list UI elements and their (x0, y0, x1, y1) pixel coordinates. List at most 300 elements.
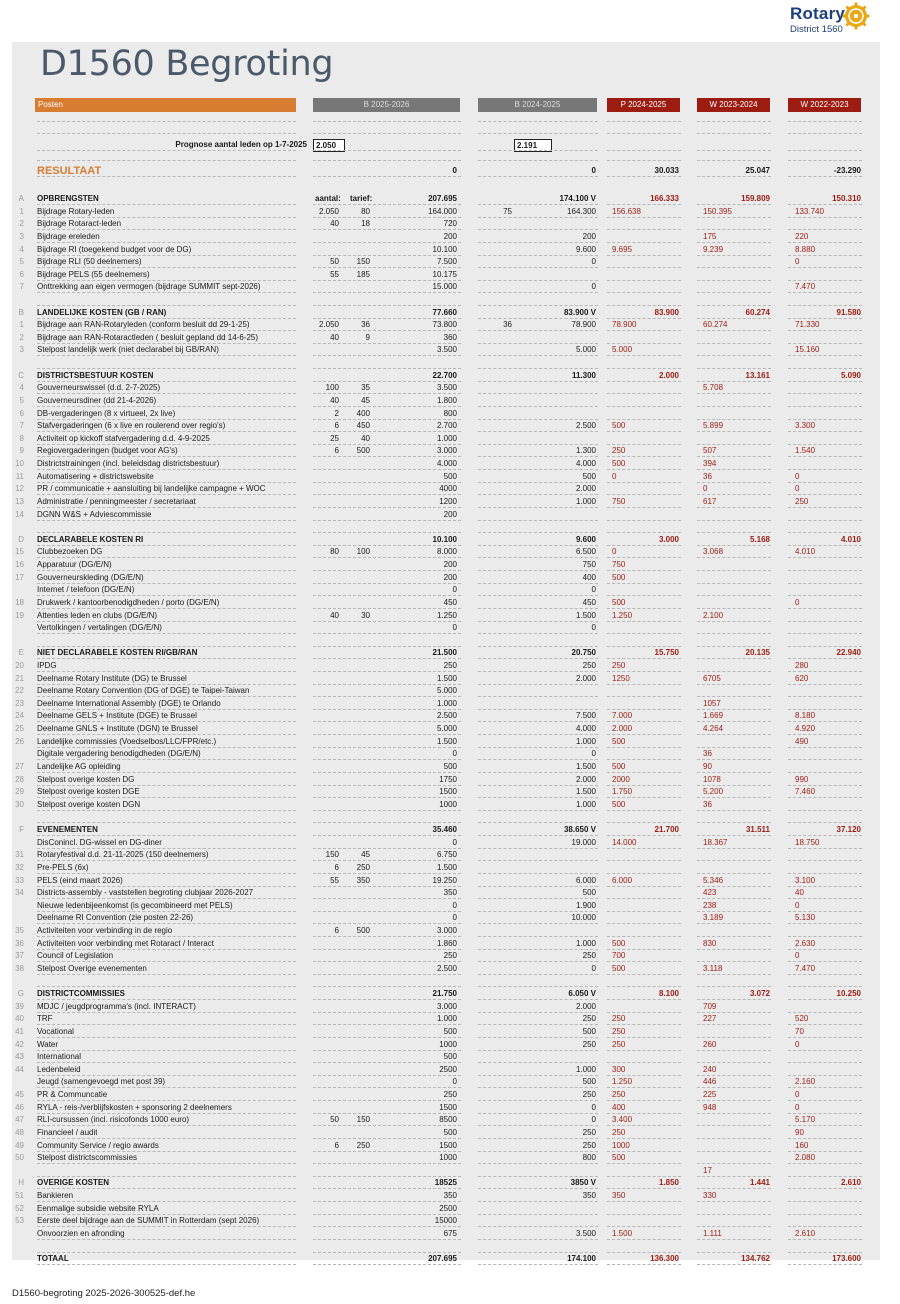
row-divider (607, 621, 681, 622)
cell-w2223: 7.470 (795, 963, 816, 973)
cell-p2425: 250 (612, 1039, 626, 1049)
row-divider (788, 242, 862, 243)
cell-aantal: 80 (330, 547, 339, 557)
row-divider (788, 1138, 862, 1139)
row-divider (788, 772, 862, 773)
row-divider (313, 1113, 461, 1114)
cell-b2526: 8500 (439, 1115, 457, 1125)
cell-b2526: 3.000 (436, 1001, 457, 1011)
cell-p2425: 1000 (612, 1140, 630, 1150)
row-divider (697, 229, 771, 230)
row-divider (607, 709, 681, 710)
cell-label: OPBRENGSTEN (37, 194, 99, 203)
row-divider (788, 1163, 862, 1164)
cell-num: 32 (15, 862, 24, 872)
row-divider (788, 419, 862, 420)
row-divider (478, 759, 598, 760)
resultaat-b2425: 0 (591, 166, 596, 175)
cell-label: Apparatuur (DG/E/N) (37, 560, 112, 569)
row-divider (607, 1176, 681, 1177)
cell-w2223: 2.630 (795, 938, 816, 948)
cell-p2425: 500 (612, 799, 626, 809)
row-divider (607, 1062, 681, 1063)
cell-label: Stelpost districtscommissies (37, 1153, 138, 1163)
row-divider (37, 822, 296, 823)
row-divider (478, 292, 598, 293)
cell-aantal: 2.050 (318, 320, 339, 330)
cell-w2324: 238 (703, 900, 717, 910)
row-divider (313, 810, 461, 811)
cell-w2223: 0 (795, 1039, 800, 1049)
row-divider (607, 1087, 681, 1088)
cell-p2425: 500 (612, 963, 626, 973)
row-divider (697, 621, 771, 622)
row-divider (607, 280, 681, 281)
row-divider (478, 583, 598, 584)
cell-p2425: 500 (612, 459, 626, 468)
cell-label: Drukwerk / kantoorbenodigdheden / porto (DG/E/N) (37, 597, 220, 607)
row-divider (313, 160, 461, 161)
cell-w2223: 91.580 (836, 307, 861, 317)
row-divider (313, 242, 461, 243)
row-divider (478, 570, 598, 571)
cell-b2526: 0 (452, 749, 457, 759)
cell-w2324: 20.135 (745, 648, 770, 658)
row-divider (313, 747, 461, 748)
cell-num: 18 (15, 597, 24, 607)
row-divider (37, 229, 296, 230)
cell-b2526: 360 (443, 332, 457, 342)
row-divider (478, 1151, 598, 1152)
row-divider (788, 785, 862, 786)
row-divider (607, 595, 681, 596)
row-divider (607, 343, 681, 344)
row-divider (607, 419, 681, 420)
row-divider (788, 936, 862, 937)
row-divider (607, 974, 681, 975)
row-divider (788, 721, 862, 722)
cell-b2425: 250 (582, 1014, 596, 1024)
cell-label: Jeugd (samengevoegd met post 39) (37, 1077, 166, 1087)
row-divider (788, 381, 862, 382)
row-divider (478, 1012, 598, 1013)
row-divider (478, 318, 598, 319)
row-divider (788, 280, 862, 281)
cell-b2526: 250 (443, 951, 457, 961)
cell-b2526: 1500 (439, 1140, 457, 1150)
cell-num: F (19, 825, 24, 834)
cell-pa: 36 (503, 320, 512, 330)
row-divider (697, 507, 771, 508)
row-divider (313, 507, 461, 508)
row-divider (478, 1239, 598, 1240)
cell-num: 17 (15, 572, 24, 582)
row-divider (697, 734, 771, 735)
cell-b2425: 750 (582, 560, 596, 569)
row-divider (788, 961, 862, 962)
cell-num: 46 (15, 1102, 24, 1112)
cell-b2526: 350 (443, 1191, 457, 1200)
cell-label: IPDG (37, 660, 57, 670)
row-divider (478, 255, 598, 256)
cell-aantal: aantal: (315, 194, 341, 203)
cell-b2526: 2500 (439, 1064, 457, 1074)
cell-p2425: 300 (612, 1064, 626, 1074)
row-divider (607, 1138, 681, 1139)
cell-b2526: 800 (443, 408, 457, 418)
row-divider (697, 1050, 771, 1051)
cell-p2425: 500 (612, 572, 626, 582)
row-divider (788, 1087, 862, 1088)
cell-p2425: 500 (612, 761, 626, 771)
row-divider (788, 292, 862, 293)
cell-b2526: 207.695 (428, 194, 457, 203)
row-divider (37, 532, 296, 533)
cell-p2425: 83.900 (654, 307, 679, 317)
cell-p2425: 78.900 (612, 320, 637, 330)
row-divider (37, 255, 296, 256)
cell-label: PELS (eind maart 2026) (37, 875, 123, 885)
row-divider (607, 1012, 681, 1013)
row-divider (607, 229, 681, 230)
row-divider (788, 759, 862, 760)
row-divider (607, 469, 681, 470)
cell-aantal: 55 (330, 875, 339, 885)
row-divider (478, 444, 598, 445)
cell-num: A (18, 194, 24, 203)
header-b2526: B 2025-2026 (313, 98, 460, 112)
cell-label: Eerste deel bijdrage aan de SUMMIT in Rotterdam (sept 2026) (37, 1216, 260, 1226)
row-divider (313, 1138, 461, 1139)
row-divider (478, 507, 598, 508)
cell-num: 19 (15, 610, 24, 620)
row-divider (37, 583, 296, 584)
row-divider (37, 608, 296, 609)
cell-w2223: 620 (795, 673, 809, 683)
row-divider (313, 936, 461, 937)
cell-num: 38 (15, 963, 24, 973)
row-divider (478, 797, 598, 798)
cell-num: 31 (15, 850, 24, 860)
row-divider (37, 406, 296, 407)
cell-w2324: 709 (703, 1001, 717, 1011)
row-divider (788, 1113, 862, 1114)
cell-label: Bijdrage aan RAN-Rotaryleden (conform besluit dd 29-1-25) (37, 320, 250, 330)
cell-p2425: 500 (612, 421, 626, 431)
cell-b2526: 10.100 (432, 534, 457, 544)
cell-b2526: 1.800 (436, 395, 457, 405)
row-divider (607, 242, 681, 243)
cell-label: Pre-PELS (6x) (37, 862, 89, 872)
cell-b2526: 1.250 (436, 610, 457, 620)
cell-b2526: 1500 (439, 787, 457, 797)
row-divider (313, 1239, 461, 1240)
cell-p2425: 0 (612, 471, 617, 481)
row-divider (313, 1151, 461, 1152)
cell-b2425: 20.750 (571, 648, 596, 658)
footer-filename: D1560-begroting 2025-2026-300525-def.he (12, 1288, 196, 1299)
row-divider (697, 797, 771, 798)
cell-tarief: 36 (361, 320, 370, 330)
cell-tarief: 400 (356, 408, 370, 418)
row-divider (37, 545, 296, 546)
cell-num: 20 (15, 660, 24, 670)
cell-p2425: 250 (612, 446, 626, 456)
row-divider (607, 949, 681, 950)
row-divider (697, 1176, 771, 1177)
row-divider (478, 1214, 598, 1215)
cell-b2425: 500 (582, 1026, 596, 1036)
cell-b2425: 164.300 (567, 206, 596, 216)
row-divider (697, 343, 771, 344)
cell-w2223: 173.600 (832, 1254, 861, 1264)
row-divider (788, 797, 862, 798)
cell-b2526: 0 (452, 837, 457, 847)
row-divider (313, 545, 461, 546)
row-divider (788, 1252, 862, 1253)
cell-num: 5 (19, 257, 24, 267)
cell-p2425: 500 (612, 938, 626, 948)
row-divider (697, 595, 771, 596)
row-divider (607, 734, 681, 735)
cell-num: 12 (15, 484, 24, 494)
cell-b2425: 6.000 (575, 875, 596, 885)
row-divider (37, 570, 296, 571)
row-divider (478, 646, 598, 647)
cell-label: Bijdrage Rotary-leden (37, 206, 115, 216)
row-divider (313, 406, 461, 407)
cell-p2425: 700 (612, 951, 626, 961)
row-divider (37, 1062, 296, 1063)
cell-b2526: 675 (443, 1228, 457, 1238)
cell-label: Stafvergaderingen (6 x live en roulerend over regio's) (37, 421, 226, 431)
row-divider (697, 886, 771, 887)
cell-num: 26 (15, 736, 24, 746)
row-divider (697, 532, 771, 533)
cell-num: 28 (15, 774, 24, 784)
cell-label: EVENEMENTEN (37, 825, 98, 834)
row-divider (313, 557, 461, 558)
row-divider (607, 936, 681, 937)
cell-b2526: 200 (443, 509, 457, 519)
row-divider (788, 986, 862, 987)
row-divider (37, 835, 296, 836)
row-divider (788, 747, 862, 748)
row-divider (37, 595, 296, 596)
row-divider (788, 974, 862, 975)
cell-w2223: 5.170 (795, 1115, 816, 1125)
row-divider (607, 886, 681, 887)
row-divider (697, 759, 771, 760)
row-divider (37, 176, 296, 177)
cell-b2425: 0 (591, 749, 596, 759)
cell-tarief: 45 (361, 395, 370, 405)
cell-label: Bijdrage ereleden (37, 231, 100, 241)
cell-num: 47 (15, 1115, 24, 1125)
cell-b2425: 174.100 V (559, 194, 596, 203)
cell-num: 2 (19, 219, 24, 229)
prognose-label: Prognose aantal leden op 1-7-2025 (175, 140, 307, 149)
row-divider (37, 160, 296, 161)
cell-b2425: 1.900 (575, 900, 596, 910)
row-divider (607, 520, 681, 521)
row-divider (697, 318, 771, 319)
cell-num: 15 (15, 547, 24, 557)
cell-b2425: 2.000 (575, 1001, 596, 1011)
resultaat-b2526: 0 (452, 166, 457, 175)
row-divider (697, 217, 771, 218)
row-divider (478, 1050, 598, 1051)
cell-label: Stelpost overige kosten DGN (37, 799, 141, 809)
cell-tarief: 9 (365, 332, 370, 342)
cell-w2223: 5.090 (840, 370, 861, 380)
row-divider (607, 305, 681, 306)
cell-label: Deelname GELS + Institute (DGE) te Brussel (37, 711, 197, 721)
row-divider (788, 456, 862, 457)
row-divider (697, 583, 771, 584)
row-divider (37, 684, 296, 685)
cell-b2425: 250 (582, 1039, 596, 1049)
cell-b2526: 207.695 (428, 1254, 457, 1264)
row-divider (37, 759, 296, 760)
row-divider (37, 318, 296, 319)
row-divider (478, 1226, 598, 1227)
cell-w2223: 150.310 (832, 194, 861, 203)
row-divider (37, 1012, 296, 1013)
row-divider (788, 658, 862, 659)
cell-b2425: 350 (582, 1191, 596, 1200)
cell-b2425: 2.500 (575, 421, 596, 431)
row-divider (607, 961, 681, 962)
row-divider (697, 431, 771, 432)
row-divider (37, 873, 296, 874)
row-divider (607, 133, 681, 134)
row-divider (607, 759, 681, 760)
cell-label: Bijdrage Rotaract-leden (37, 219, 122, 229)
cell-tarief: 500 (356, 446, 370, 456)
row-divider (788, 176, 862, 177)
cell-b2526: 200 (443, 231, 457, 241)
row-divider (607, 835, 681, 836)
cell-b2526: 73.800 (432, 320, 457, 330)
cell-b2526: 4.000 (436, 459, 457, 468)
row-divider (37, 305, 296, 306)
row-divider (313, 444, 461, 445)
row-divider (788, 848, 862, 849)
cell-aantal: 6 (334, 421, 339, 431)
cell-b2526: 10.175 (432, 269, 457, 279)
cell-label: OVERIGE KOSTEN (37, 1178, 110, 1188)
cell-b2526: 77.660 (432, 307, 457, 317)
cell-p2425: 9.695 (612, 244, 633, 254)
cell-p2425: 8.100 (658, 989, 679, 999)
row-divider (37, 772, 296, 773)
cell-w2223: 2.610 (840, 1178, 861, 1188)
cell-p2425: 156.638 (612, 206, 641, 216)
row-divider (313, 1176, 461, 1177)
row-divider (37, 1176, 296, 1177)
row-divider (697, 1226, 771, 1227)
row-divider (788, 923, 862, 924)
row-divider (607, 633, 681, 634)
row-divider (478, 772, 598, 773)
row-divider (313, 393, 461, 394)
cell-aantal: 2 (334, 408, 339, 418)
cell-num: 30 (15, 799, 24, 809)
row-divider (478, 330, 598, 331)
cell-b2425: 1.300 (575, 446, 596, 456)
row-divider (788, 1125, 862, 1126)
row-divider (697, 1201, 771, 1202)
row-divider (313, 658, 461, 659)
cell-num: 25 (15, 724, 24, 733)
cell-label: RLI-cursussen (incl. risicofonds 1000 euro) (37, 1115, 190, 1125)
cell-tarief: 18 (361, 219, 370, 229)
cell-label: DB-vergaderingen (8 x virtueel, 2x live) (37, 408, 176, 418)
row-divider (607, 999, 681, 1000)
row-divider (478, 267, 598, 268)
cell-num: 22 (15, 686, 24, 696)
cell-p2425: 166.333 (650, 194, 679, 203)
cell-b2425: 6.500 (575, 547, 596, 557)
row-divider (697, 848, 771, 849)
row-divider (697, 1252, 771, 1253)
row-divider (607, 1226, 681, 1227)
row-divider (478, 305, 598, 306)
row-divider (313, 961, 461, 962)
row-divider (788, 1151, 862, 1152)
row-divider (607, 810, 681, 811)
row-divider (37, 886, 296, 887)
row-divider (37, 444, 296, 445)
row-divider (37, 1264, 296, 1265)
row-divider (607, 545, 681, 546)
cell-num: 41 (15, 1026, 24, 1036)
header-posten: Posten (35, 98, 296, 112)
row-divider (313, 532, 461, 533)
row-divider (607, 1214, 681, 1215)
row-divider (788, 368, 862, 369)
row-divider (697, 961, 771, 962)
row-divider (478, 393, 598, 394)
row-divider (313, 292, 461, 293)
row-divider (697, 873, 771, 874)
cell-b2526: 19.250 (432, 875, 457, 885)
row-divider (697, 608, 771, 609)
header-w2324: W 2023-2024 (697, 98, 770, 112)
row-divider (37, 658, 296, 659)
cell-b2526: 4000 (439, 484, 457, 494)
cell-b2526: 2500 (439, 1203, 457, 1213)
cell-b2425: 250 (582, 1090, 596, 1099)
cell-w2223: 7.460 (795, 787, 816, 797)
cell-b2425: 3850 V (570, 1178, 596, 1188)
cell-label: Bankieren (37, 1191, 74, 1200)
row-divider (607, 318, 681, 319)
row-divider (697, 671, 771, 672)
cell-w2223: 0 (795, 597, 800, 607)
row-divider (313, 646, 461, 647)
row-divider (37, 974, 296, 975)
row-divider (37, 633, 296, 634)
cell-w2324: 5.200 (703, 787, 724, 797)
row-divider (697, 444, 771, 445)
cell-w2324: 3.068 (703, 547, 724, 557)
cell-b2425: 4.000 (575, 724, 596, 733)
row-divider (788, 494, 862, 495)
row-divider (697, 133, 771, 134)
cell-b2526: 500 (443, 761, 457, 771)
